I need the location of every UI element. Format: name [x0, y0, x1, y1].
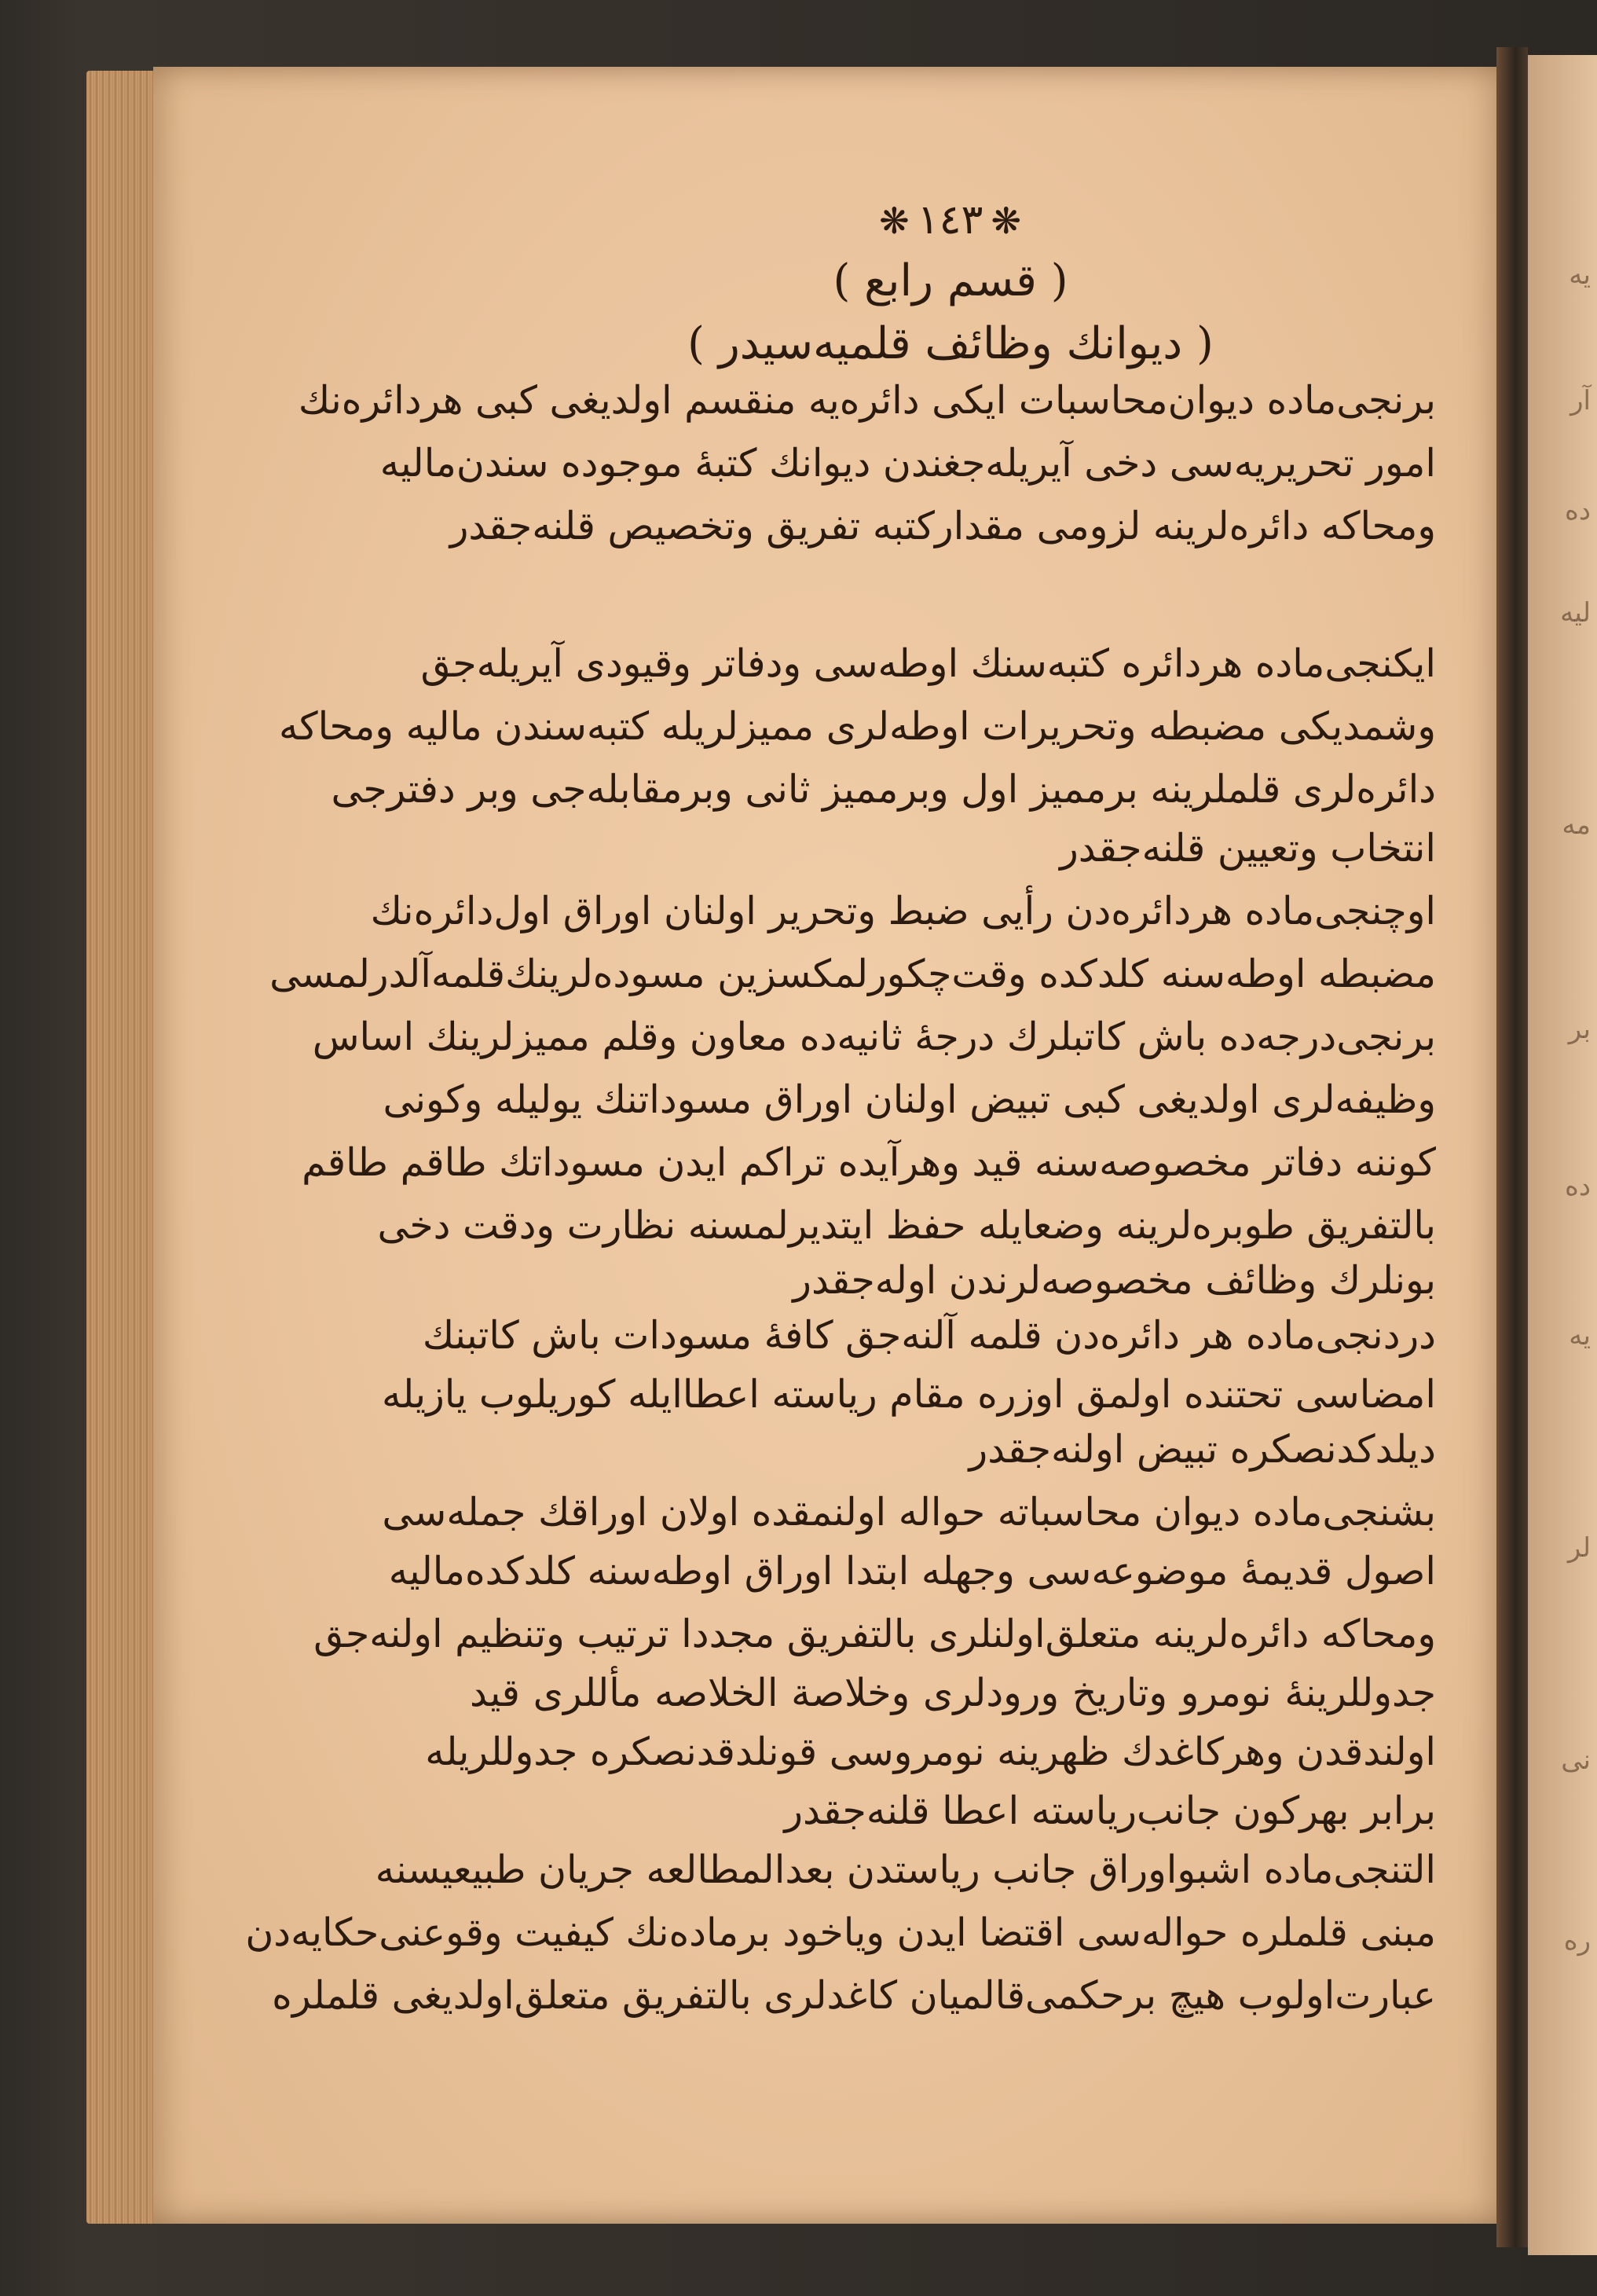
text-line: بونلرك وظائف مخصوصه‌لرندن اوله‌جقدر	[793, 1258, 1436, 1303]
text-line: مبنى قلملره حواله‌سى اقتضا ايدن وياخود برماده‌نك كيفيت وقوعنى‌حكايه‌دن	[245, 1910, 1436, 1955]
text-line: ديلدكدنصكره تبيض اولنه‌جقدر	[969, 1427, 1436, 1472]
text-line: امضاسى تحتنده اولمق اوزره مقام رياسته اعطاايله كوريلوب يازيله	[381, 1372, 1436, 1417]
ghost-fragment: ده	[1565, 495, 1591, 526]
text-line: جدوللرينهٔ نومرو وتاريخ ورودلرى وخلاصة الخلاصه مأللرى قيد	[470, 1671, 1436, 1715]
ornament-icon: ❋	[991, 200, 1021, 242]
text-line: دائره‌لرى قلملرينه برمميز اول وبرمميز ثانى وبرمقابله‌جى وبر دفترجى	[331, 767, 1436, 812]
page-number-text: ١٤٣	[917, 196, 983, 244]
page-stack-edge	[86, 71, 161, 2224]
ghost-fragment: ده	[1565, 1171, 1591, 1202]
text-line: عبارت‌اولوب هيچ برحكمى‌قالميان كاغدلرى بالتفريق متعلق‌اولديغى قلملره	[272, 1973, 1436, 2018]
text-line: انتخاب وتعيين قلنه‌جقدر	[1060, 826, 1436, 871]
text-line: بشنجى‌ماده ديوان محاسباته حواله اولنمقده اولان اوراقك جمله‌سى	[382, 1490, 1436, 1535]
section-title: ( قسم رابع )	[833, 255, 1068, 306]
ghost-fragment: آر	[1570, 385, 1591, 416]
ghost-fragment: ليه	[1560, 597, 1591, 629]
text-line: اولندقدن وهركاغدك ظهرينه نومروسى قونلدقدنصكره جدوللريله	[425, 1729, 1436, 1774]
text-line: ومحاكه دائره‌لرينه متعلق‌اولنلرى بالتفريق مجددا ترتيب وتنظيم اولنه‌جق	[313, 1612, 1436, 1656]
ornament-icon: ❋	[879, 200, 910, 242]
adjacent-page-edge	[1528, 55, 1597, 2255]
text-line: اوچنجى‌ماده هردائره‌دن رأيى ضبط وتحرير اولنان اوراق اول‌دائره‌نك	[370, 889, 1436, 933]
text-line: ايكنجى‌ماده هردائره كتبه‌سنك اوطه‌سى ودفاتر وقيودى آيريله‌جق	[420, 641, 1436, 686]
ghost-fragment: بر	[1568, 1014, 1591, 1045]
ghost-fragment: يه	[1569, 1320, 1591, 1352]
text-line: ومحاكه دائره‌لرينه لزومى مقداركتبه تفريق وتخصيص قلنه‌جقدر	[449, 504, 1436, 548]
ghost-fragment: نى	[1561, 1744, 1591, 1776]
ghost-fragment: مه	[1562, 809, 1591, 841]
text-line: وشمديكى مضبطه وتحريرات اوطه‌لرى مميزلريله كتبه‌سندن ماليه ومحاكه	[278, 704, 1436, 749]
ghost-fragment: ره	[1563, 1925, 1591, 1957]
text-line: بالتفريق طوبره‌لرينه وضعايله حفظ ايتديرلمسنه نظارت ودقت دخى	[377, 1203, 1436, 1248]
ghost-fragment: يه	[1569, 259, 1591, 291]
text-line: مضبطه اوطه‌سنه كلدكده وقت‌چكورلمكسزين مسوده‌لرينك‌قلمه‌آلدرلمسى	[269, 952, 1436, 996]
text-line: برنجى‌درجه‌ده باش كاتبلرك درجهٔ ثانيه‌ده معاون وقلم مميزلرينك اساس	[312, 1014, 1436, 1059]
text-line: اصول قديمهٔ موضوعه‌سى وجهله ابتدا اوراق اوطه‌سنه كلدكده‌ماليه	[388, 1549, 1436, 1594]
page-number	[872, 196, 1029, 244]
book-gutter	[1496, 47, 1528, 2247]
text-line: برابر بهركون جانب‌رياسته اعطا قلنه‌جقدر	[784, 1788, 1436, 1833]
text-line: برنجى‌ماده ديوان‌محاسبات ايكى دائره‌يه منقسم اولديغى كبى هردائره‌نك	[298, 378, 1436, 423]
section-subtitle: ( ديوانك وظائف قلميه‌سيدر )	[687, 318, 1214, 369]
text-line: التنجى‌ماده اشبواوراق جانب رياستدن بعدالمطالعه جريان طبيعيسنه	[375, 1847, 1436, 1892]
text-line: دردنجى‌ماده هر دائره‌دن قلمه آلنه‌جق كافهٔ مسودات باش كاتبنك	[422, 1313, 1436, 1358]
text-line: امور تحريريه‌سى دخى آيريله‌جغندن ديوانك كتبهٔ موجوده سندن‌ماليه	[379, 441, 1436, 486]
ghost-fragment: لر	[1567, 1532, 1591, 1564]
text-line: وظيفه‌لرى اولديغى كبى تبيض اولنان اوراق مسوداتنك يوليله وكونى	[383, 1077, 1436, 1122]
text-line: كوننه دفاتر مخصوصه‌سنه قيد وهرآيده تراكم ايدن مسوداتك طاقم طاقم	[302, 1140, 1436, 1185]
